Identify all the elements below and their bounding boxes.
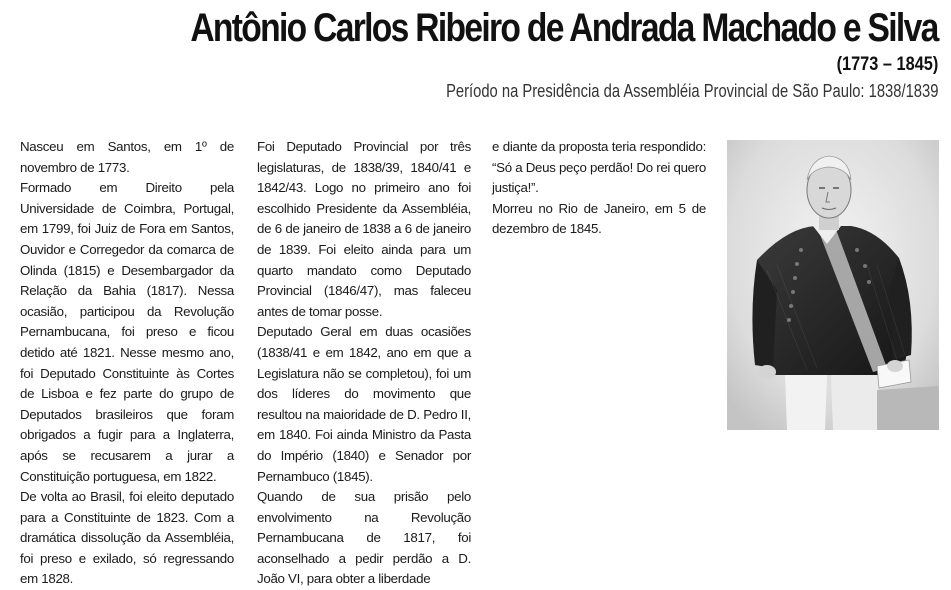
paragraph: Formado em Direito pela Universidade de Coimbra, Portugal, em 1799, foi Juiz de Fora em Santos, Ouvidor e Corregedor da comarca de Olinda (1815) e Desembargador da Relação da Bahia (1817). Nessa ocasião, participou da Revolução Pernambucana, foi preso e ficou detido até 1821. Nesse mesmo ano, foi Deputado Constituinte às Cortes de Lisboa e fez parte do grupo de Deputados brasileiros que foram obrigados a fugir para a Inglaterra, após se recusarem a jurar a Constituição portuguesa, em 1822. (20, 180, 234, 484)
presidency-period: Período na Presidência da Assembléia Provincial de São Paulo: 1838/1839 (445, 81, 938, 101)
life-dates: (1773 – 1845) (836, 54, 938, 75)
paragraph: Deputado Geral em duas ocasiões (1838/41 e em 1842, ano em que a Legislatura não se completou), foi um dos líderes do movimento que resultou na maioridade de D. Pedro II, em 1840. Foi ainda Ministro da Pasta do Império (1840) e Senador por Pernambuco (1845). (257, 324, 471, 484)
text-column-1 (20, 137, 234, 590)
portrait-engraving-icon (727, 140, 939, 430)
paragraph: Nasceu em Santos, em 1º de novembro de 1773. (20, 139, 234, 175)
text-column-2 (257, 137, 471, 590)
text-column-3 (492, 137, 706, 240)
paragraph: Foi Deputado Provincial por três legislaturas, de 1838/39, 1840/41 e 1842/43. Logo no primeiro ano foi escolhido Presidente da Assembléia, de 6 de janeiro de 1838 a 6 de janeiro de 1839. Foi eleito ainda para um quarto mandato como Deputado Provincial (1846/47), mas faleceu antes de tomar posse. (257, 139, 471, 319)
paragraph: De volta ao Brasil, foi eleito deputado para a Constituinte de 1823. Com a dramática dissolução da Assembléia, foi preso e exilado, só regressando em 1828. (20, 489, 234, 587)
page-title: Antônio Carlos Ribeiro de Andrada Machado e Silva (190, 6, 938, 50)
paragraph: Morreu no Rio de Janeiro, em 5 de dezembro de 1845. (492, 200, 706, 237)
paragraph: Quando de sua prisão pelo envolvimento na Revolução Pernambucana de 1817, foi aconselhado a pedir perdão a D. João VI, para obter a liberdade (257, 489, 471, 587)
paragraph: e diante da proposta teria respondido: “Só a Deus peço perdão! Do rei quero justiça!”. (492, 139, 706, 196)
